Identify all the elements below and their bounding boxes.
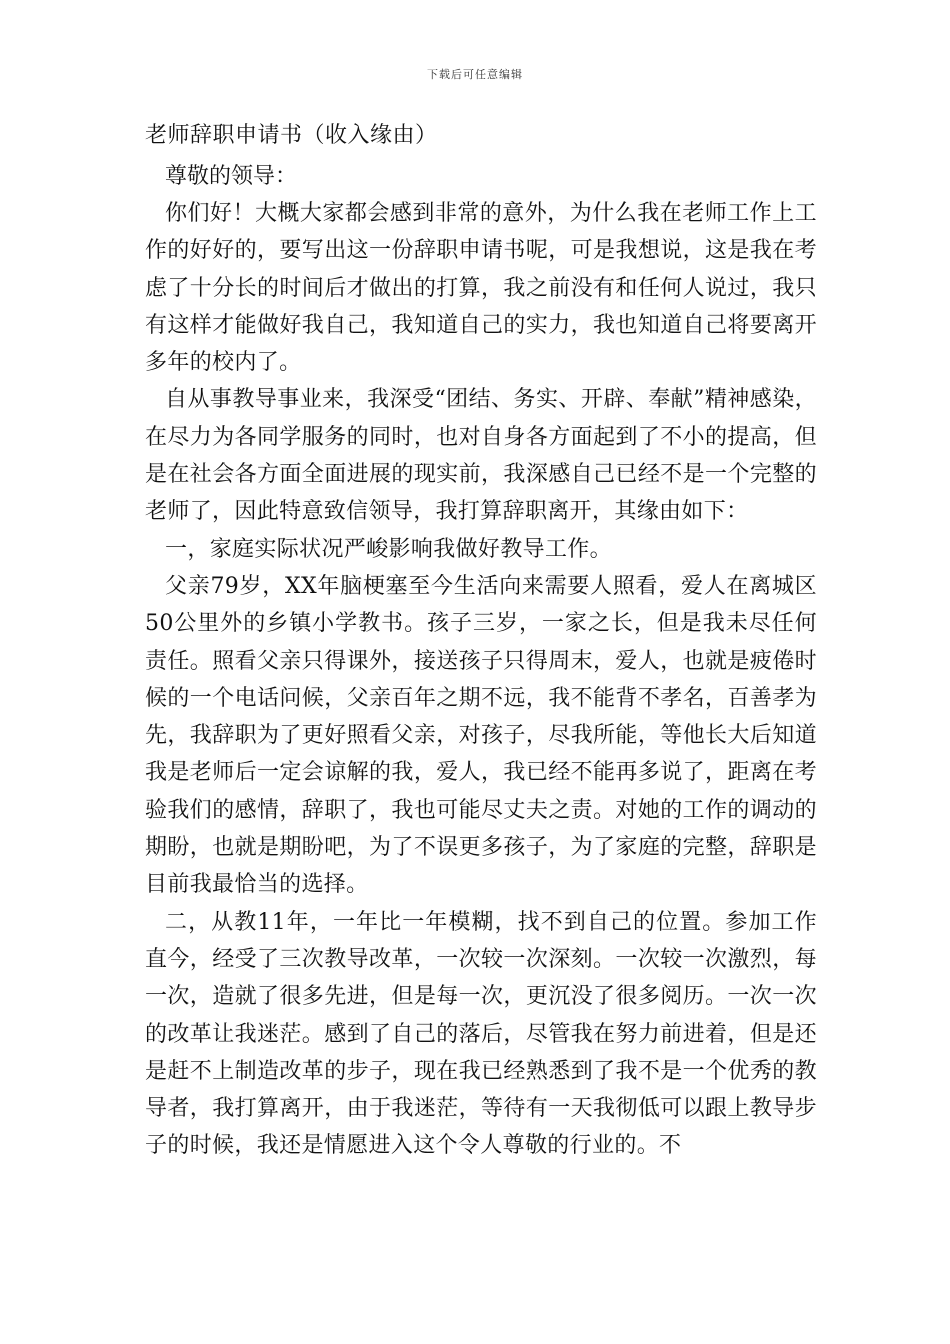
document-title: 老师辞职申请书（收入缘由） — [145, 123, 438, 148]
paragraph-motivation: 自从事教导事业来，我深受“团结、务实、开辟、奉献”精神感染，在尽力为各同学服务的同时，也对自身各方面起到了不小的提高，但是在社会各方面全面进展的现实前，我深感自己已经不是一个完整的老师了，因此特意致信领导，我打算辞职离开，其缘由如下： — [145, 387, 817, 525]
salutation: 尊敬的领导： — [165, 164, 298, 189]
paragraph-reason-two: 二，从教11年，一年比一年模糊，找不到自己的位置。参加工作直今，经受了三次教导改革，一次较一次深刻。一次较一次激烈，每一次，造就了很多先进，但是每一次，更沉没了很多阅历。一次一次的改革让我迷茫。感到了自己的落后，尽管我在努力前进着，但是还是赶不上制造改革的步子，现在我已经熟悉到了我不是一个优秀的教导者，我打算离开，由于我迷茫，等待有一天我彻低可以跟上教导步子的时候，我还是情愿进入这个令人尊敬的行业的。不 — [145, 909, 817, 1159]
paragraph-greeting: 你们好！大概大家都会感到非常的意外，为什么我在老师工作上工作的好好的，要写出这一份辞职申请书呢，可是我想说，这是我在考虑了十分长的时间后才做出的打算，我之前没有和任何人说过，我只有这样才能做好我自己，我知道自己的实力，我也知道自己将要离开多年的校内了。 — [145, 201, 817, 376]
paragraph-reason-one-heading: 一，家庭实际状况严峻影响我做好教导工作。 — [165, 536, 613, 562]
document-body — [145, 114, 817, 1165]
page-header-note: 下载后可任意编辑 — [427, 68, 523, 81]
paragraph-reason-one-detail: 父亲79岁，XX年脑梗塞至今生活向来需要人照看，爱人在离城区50公里外的乡镇小学教书。孩子三岁，一家之长，但是我未尽任何责任。照看父亲只得课外，接送孩子只得周末，爱人，也就是疲倦时候的一个电话问候，父亲百年之期不远，我不能背不孝名，百善孝为先，我辞职为了更好照看父亲，对孩子，尽我所能，等他长大后知道我是老师后一定会谅解的我，爱人，我已经不能再多说了，距离在考验我们的感情，辞职了，我也可能尽丈夫之责。对她的工作的调动的期盼，也就是期盼吧，为了不误更多孩子，为了家庭的完整，辞职是目前我最恰当的选择。 — [145, 573, 817, 898]
